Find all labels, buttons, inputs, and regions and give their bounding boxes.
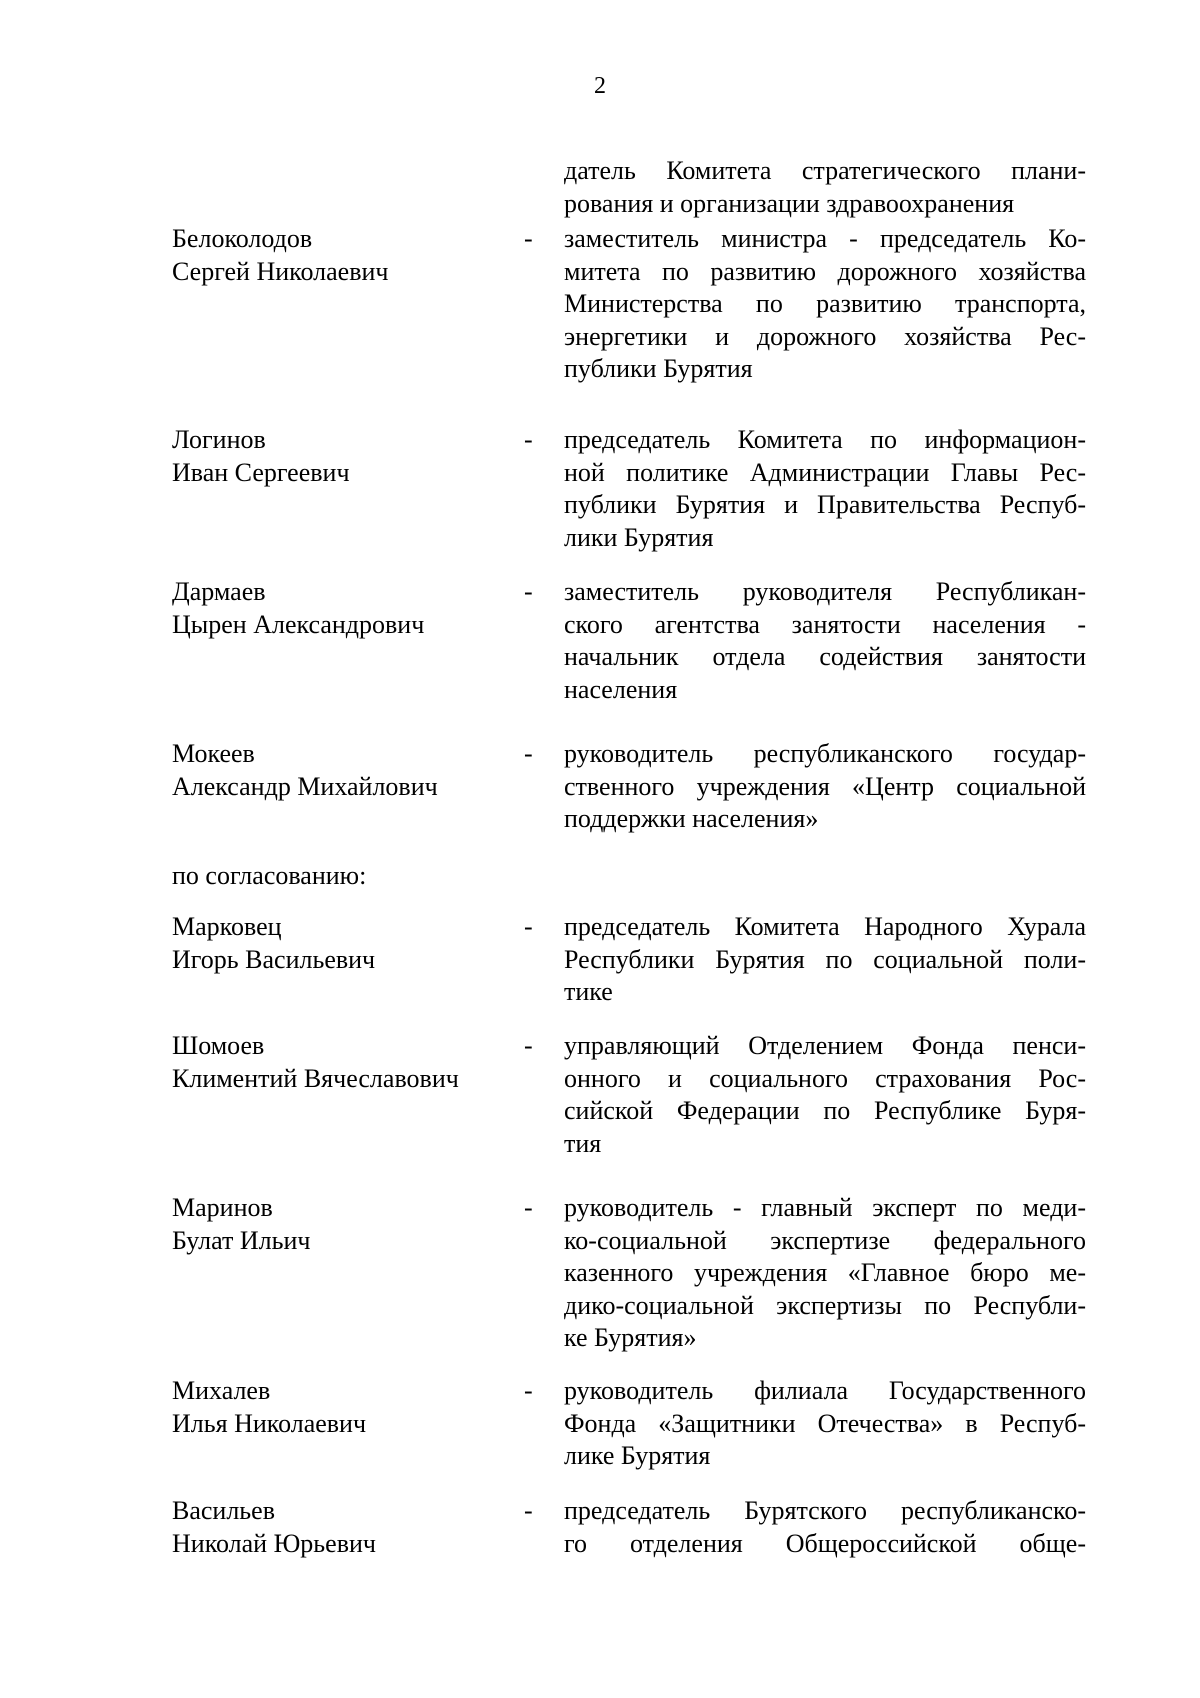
role-line: председатель Комитета Народного Хурала [564,912,1086,941]
role-line: публики Бурятия [564,354,753,383]
role-line: ко-социальной экспертизе федерального [564,1225,1086,1255]
member-surname: Марковец [172,912,282,941]
member-role [564,911,1086,1009]
role-line: митета по развитию дорожного хозяйства [564,256,1086,286]
member-surname: Белоколодов [172,224,313,253]
member-name [172,1495,502,1560]
continuation-line: датель Комитета стратегического плани- [564,156,1086,185]
member-surname: Логинов [172,425,266,454]
member-role [564,424,1086,554]
role-line: тия [564,1128,602,1158]
role-line: руководитель филиала Государственного [564,1376,1086,1405]
member-role [564,1192,1086,1355]
member-given-name: Игорь Васильевич [172,944,376,974]
dash-separator: - [524,577,533,606]
member-role [564,1495,1086,1560]
role-line: поддержки населения» [564,804,819,833]
member-name [172,911,502,976]
role-line: заместитель руководителя Республикан- [564,577,1086,606]
continuation-line: рования и организации здравоохранения [564,188,1015,218]
role-line: ной политике Администрации Главы Рес- [564,457,1086,487]
role-line: населения [564,674,678,704]
member-role [564,1375,1086,1473]
member-given-name: Иван Сергеевич [172,457,350,487]
member-surname: Маринов [172,1193,273,1222]
role-line: го отделения Общероссийской обще- [564,1528,1086,1558]
role-line: председатель Бурятского республиканско- [564,1496,1086,1525]
role-line: ского агентства занятости населения - [564,609,1086,639]
member-given-name: Илья Николаевич [172,1408,367,1438]
member-name [172,576,502,641]
section-label: по согласованию: [172,861,367,890]
role-line: начальник отдела содействия занятости [564,642,1086,671]
member-name [172,1375,502,1440]
dash-separator: - [524,739,533,768]
role-line: лике Бурятия [564,1441,711,1470]
role-line: ственного учреждения «Центр социальной [564,771,1086,801]
role-line: Республики Бурятия по социальной поли- [564,944,1086,974]
member-given-name: Булат Ильич [172,1225,311,1255]
member-surname: Шомоев [172,1031,265,1060]
member-role [564,738,1086,836]
member-surname: Мокеев [172,739,255,768]
member-role [564,223,1086,386]
member-given-name: Сергей Николаевич [172,256,389,286]
dash-separator: - [524,224,533,253]
role-line: Министерства по развитию транспорта, [564,289,1086,318]
dash-separator: - [524,912,533,941]
dash-separator: - [524,425,533,454]
role-line: лики Бурятия [564,522,714,552]
role-line: руководитель республиканского государ- [564,739,1086,768]
role-line: управляющий Отделением Фонда пенси- [564,1031,1086,1060]
dash-separator: - [524,1496,533,1525]
role-line: ке Бурятия» [564,1323,697,1352]
role-line: сийской Федерации по Республике Буря- [564,1096,1086,1125]
role-line: дико-социальной экспертизы по Республи- [564,1290,1086,1320]
role-line: энергетики и дорожного хозяйства Рес- [564,321,1086,351]
member-given-name: Николай Юрьевич [172,1528,376,1558]
role-line: казенного учреждения «Главное бюро ме- [564,1258,1086,1287]
member-name [172,738,502,803]
member-given-name: Александр Михайлович [172,771,438,801]
member-given-name: Климентий Вячеславович [172,1063,459,1093]
member-given-name: Цырен Александрович [172,609,425,639]
role-line: председатель Комитета по информацион- [564,425,1086,454]
member-name [172,1192,502,1257]
role-line: публики Бурятия и Правительства Респуб- [564,490,1086,519]
dash-separator: - [524,1193,533,1222]
member-surname: Михалев [172,1376,271,1405]
role-line: онного и социального страхования Рос- [564,1063,1086,1093]
dash-separator: - [524,1376,533,1405]
page-number: 2 [594,73,606,99]
role-line: заместитель министра - председатель Ко- [564,224,1086,253]
member-role [564,1030,1086,1160]
continuation-text [564,155,1086,220]
member-name [172,1030,502,1095]
member-role [564,576,1086,706]
member-name [172,223,502,288]
member-surname: Васильев [172,1496,275,1525]
member-name [172,424,502,489]
member-surname: Дармаев [172,577,266,606]
role-line: Фонда «Защитники Отечества» в Респуб- [564,1408,1086,1438]
role-line: руководитель - главный эксперт по меди- [564,1193,1086,1222]
dash-separator: - [524,1031,533,1060]
role-line: тике [564,977,613,1006]
